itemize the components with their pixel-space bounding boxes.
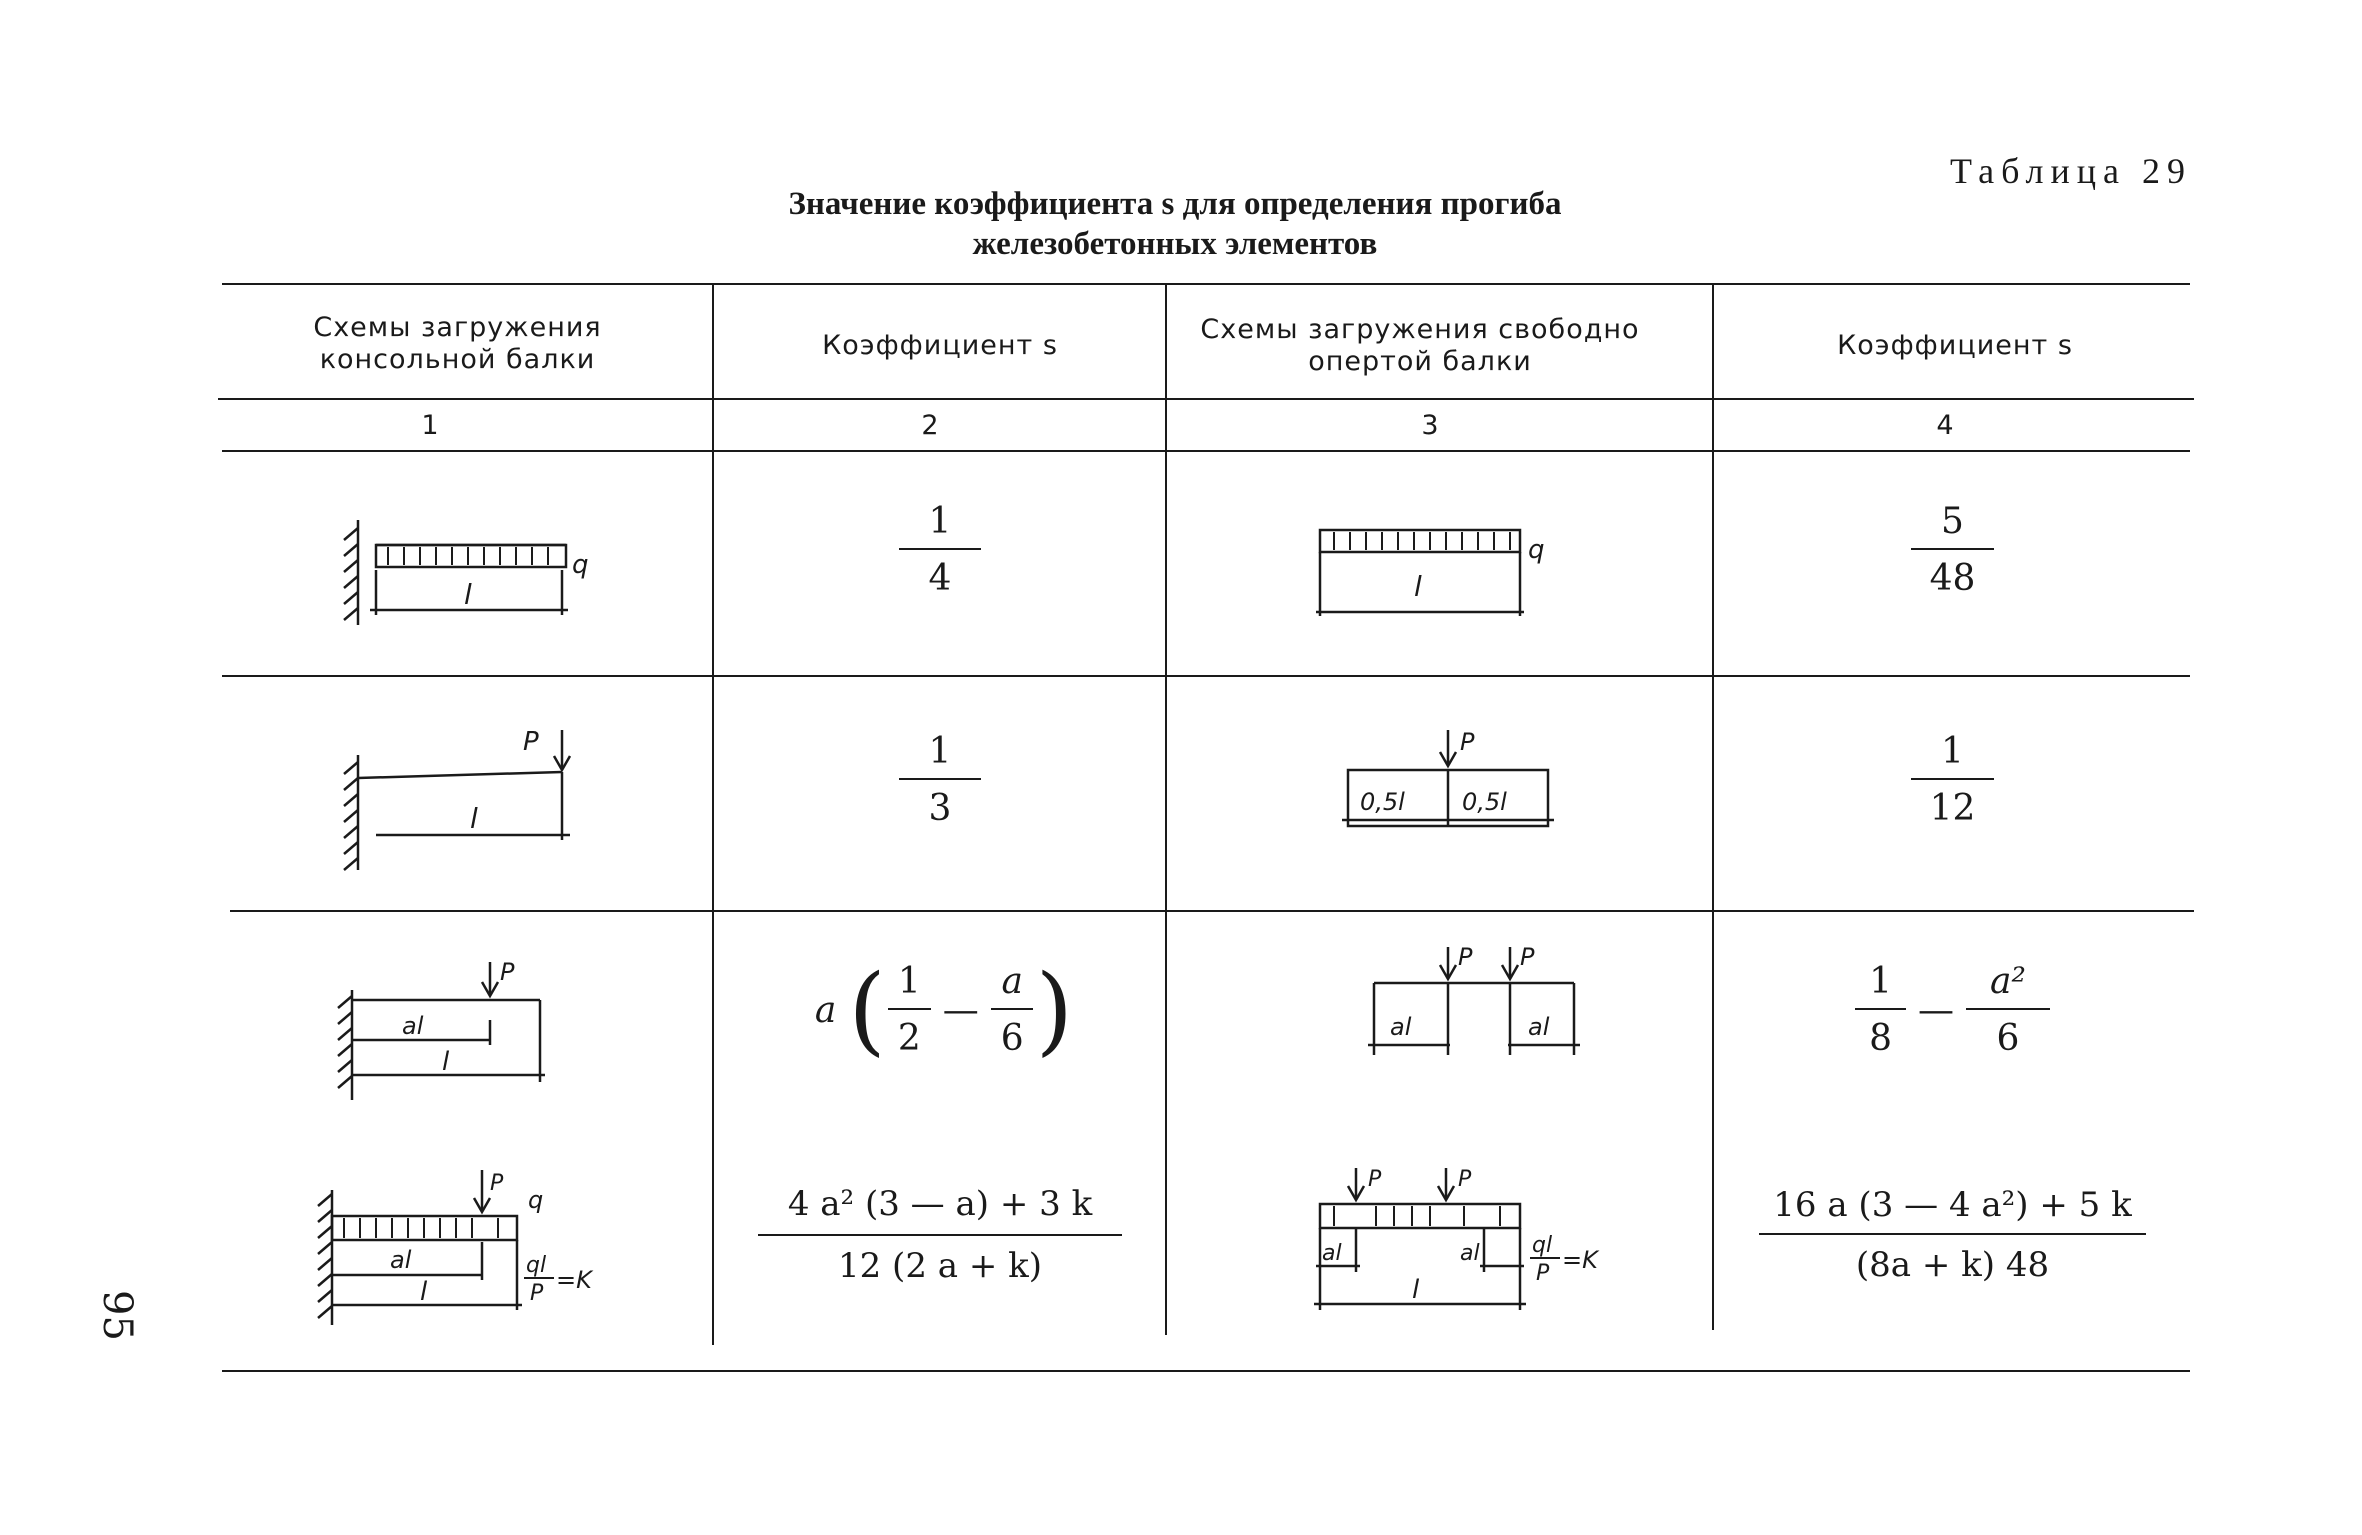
header-coefficient-2: Коэффициент s [1837, 330, 2073, 361]
ratio-numerator: ql [1532, 1233, 1553, 1258]
left-parenthesis: ( [848, 954, 886, 1066]
fraction-numerator: 1 [888, 961, 931, 1010]
header-cantilever: Схемы загружения консольной балки [313, 312, 602, 375]
row-3-cantilever-coefficient [715, 940, 1165, 1080]
half-span-label-right: 0,5l [1462, 788, 1507, 816]
ratio-numerator: ql [526, 1253, 547, 1278]
load-p-label-right: P [1458, 1167, 1472, 1192]
span-l-label: l [1414, 570, 1422, 603]
table-title [600, 184, 1750, 264]
header-rule [218, 398, 2194, 400]
distance-al-label-right: al [1460, 1241, 1480, 1266]
load-p-label: P [500, 958, 515, 986]
scheme-cantilever-uniform-load [340, 510, 620, 640]
table-title-line-1: Значение коэффициента s для определения прогиба [788, 186, 1562, 222]
scheme-cantilever-combined-load [310, 1160, 610, 1330]
row-rule-1 [222, 675, 2190, 677]
header-simple-beam: Схемы загружения свободно опертой балки [1200, 314, 1640, 377]
span-l-label: l [1412, 1275, 1420, 1305]
coefficient-prefix: a [814, 989, 837, 1031]
column-number-rule [222, 450, 2190, 452]
load-q-label: q [572, 550, 589, 580]
fraction-denominator: 6 [1000, 1018, 1024, 1059]
fraction-numerator: a [991, 961, 1032, 1010]
fraction-denominator: (8a + k) 48 [1855, 1245, 2050, 1285]
distance-al-label-left: al [1322, 1241, 1342, 1266]
fraction-numerator: 1 [1855, 961, 1906, 1010]
distance-al-label-left: al [1390, 1013, 1412, 1041]
table-bottom-rule [222, 1370, 2190, 1372]
minus-sign: — [1918, 989, 1954, 1031]
fraction-numerator: 5 [1911, 501, 1994, 550]
load-p-label: P [523, 727, 539, 757]
ratio-denominator: P [530, 1281, 544, 1306]
distance-al-label: al [390, 1246, 412, 1274]
column-number-4: 4 [1936, 410, 1954, 441]
load-p-label: P [490, 1171, 504, 1196]
right-parenthesis: ) [1035, 954, 1074, 1066]
span-l-label: l [420, 1277, 428, 1307]
load-p-label-right: P [1520, 943, 1535, 971]
fraction-denominator: 12 [1929, 788, 1976, 829]
load-p-label-left: P [1458, 943, 1473, 971]
row-2-simple-coefficient [1715, 720, 2190, 840]
span-l-label: l [442, 1047, 450, 1077]
row-3-simple-coefficient [1715, 940, 2190, 1080]
distance-al-label: al [402, 1012, 424, 1040]
scheme-simple-beam-combined-load [1300, 1160, 1620, 1320]
fraction-numerator: 1 [1911, 731, 1994, 780]
table-title-line-2: железобетонных элементов [972, 226, 1378, 262]
fraction-numerator: 16 a (3 — 4 a²) + 5 k [1759, 1185, 2145, 1235]
minus-sign: — [942, 989, 979, 1031]
header-coefficient-1: Коэффициент s [822, 330, 1058, 361]
fraction-denominator: 8 [1869, 1018, 1892, 1059]
row-4-simple-coefficient [1715, 1165, 2190, 1305]
half-span-label-left: 0,5l [1360, 788, 1405, 816]
fraction-denominator: 12 (2 a + k) [837, 1246, 1043, 1286]
fraction-denominator: 3 [928, 788, 952, 829]
load-q-label: q [1528, 535, 1545, 565]
fraction-numerator: 4 a² (3 — a) + 3 k [758, 1184, 1122, 1236]
row-2-cantilever-coefficient [715, 720, 1165, 840]
fraction-denominator: 48 [1929, 558, 1976, 599]
scheme-simple-beam-central-load [1330, 720, 1570, 850]
column-divider-1 [712, 285, 714, 1345]
scheme-simple-beam-two-point-loads [1360, 935, 1590, 1065]
fraction-numerator: 1 [899, 501, 982, 550]
fraction-numerator: 1 [899, 731, 982, 780]
column-divider-2 [1165, 285, 1167, 1335]
column-number-1: 1 [421, 410, 439, 441]
table-top-rule [222, 283, 2190, 285]
fraction-denominator: 2 [897, 1018, 921, 1059]
span-l-label: l [470, 802, 478, 835]
column-number-3: 3 [1421, 410, 1439, 441]
distance-al-label-right: al [1528, 1013, 1550, 1041]
ratio-equals-k: =K [1562, 1246, 1598, 1274]
ratio-denominator: P [1536, 1261, 1550, 1286]
fraction-denominator: 4 [928, 558, 952, 599]
row-4-cantilever-coefficient [715, 1165, 1165, 1305]
scheme-cantilever-point-load [340, 720, 620, 880]
fraction-denominator: 6 [1996, 1018, 2020, 1059]
column-divider-3 [1712, 285, 1714, 1330]
load-q-label: q [528, 1186, 544, 1214]
load-p-label-left: P [1368, 1167, 1382, 1192]
page-number: 95 [94, 1290, 140, 1341]
row-1-simple-coefficient [1715, 495, 2190, 605]
load-p-label: P [1460, 728, 1475, 756]
row-rule-2 [230, 910, 2194, 912]
fraction-numerator: a² [1966, 961, 2050, 1010]
ratio-equals-k: =K [556, 1266, 592, 1294]
scheme-cantilever-point-load-at-al [330, 950, 580, 1100]
column-number-2: 2 [921, 410, 939, 441]
row-1-cantilever-coefficient [715, 495, 1165, 605]
scheme-simple-beam-uniform-load [1300, 520, 1580, 630]
table-label: Таблица 29 [1950, 151, 2192, 191]
span-l-label: l [464, 578, 472, 611]
